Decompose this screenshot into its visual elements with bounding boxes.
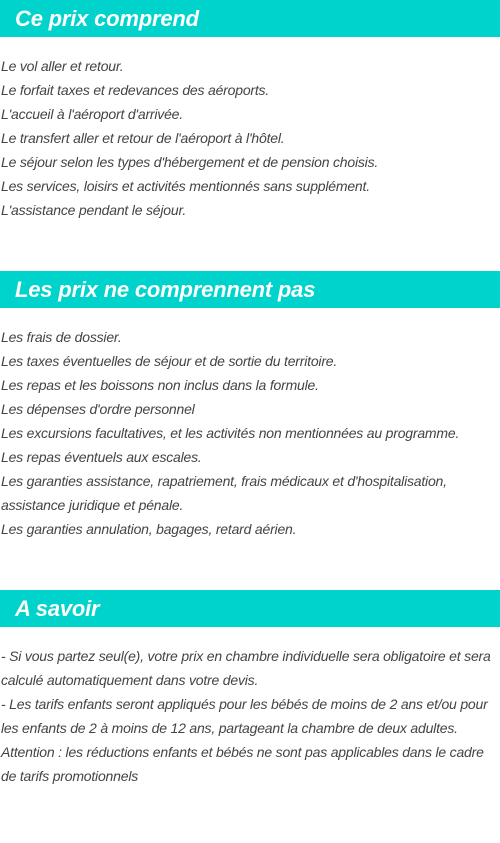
- included-list: [0, 54, 500, 222]
- list-item: Les frais de dossier.: [1, 329, 122, 345]
- section-header: [0, 0, 500, 37]
- list-item: Les garanties annulation, bagages, retard aérien.: [1, 521, 297, 537]
- section-title: Ce prix comprend: [15, 5, 199, 31]
- section-header: [0, 271, 500, 308]
- list-item: - Les tarifs enfants seront appliqués pour les bébés de moins de 2 ans et/ou pour les enfants de 2 à moins de 12 ans, partageant la chambre de deux adultes.: [1, 696, 488, 736]
- section-title: Les prix ne comprennent pas: [15, 276, 316, 302]
- list-item: - Si vous partez seul(e), votre prix en chambre individuelle sera obligatoire et sera calculé automatiquement dans votre devis.: [1, 648, 491, 688]
- section-header: [0, 590, 500, 627]
- list-item: L'assistance pendant le séjour.: [1, 202, 187, 218]
- section-price-excludes: [0, 271, 500, 541]
- list-item: Le vol aller et retour.: [1, 58, 124, 74]
- list-item: Les garanties assistance, rapatriement, frais médicaux et d'hospitalisation, assistance juridique et pénale.: [1, 473, 447, 513]
- excluded-list: [0, 325, 500, 541]
- info-list: [0, 644, 500, 788]
- section-good-to-know: [0, 590, 500, 788]
- list-item: Les repas et les boissons non inclus dans la formule.: [1, 377, 319, 393]
- section-title: A savoir: [15, 595, 100, 621]
- list-item: Les dépenses d'ordre personnel: [1, 401, 195, 417]
- list-item: Attention : les réductions enfants et bébés ne sont pas applicables dans le cadre de tarifs promotionnels: [1, 744, 484, 784]
- list-item: L'accueil à l'aéroport d'arrivée.: [1, 106, 183, 122]
- list-item: Le transfert aller et retour de l'aéroport à l'hôtel.: [1, 130, 285, 146]
- list-item: Le forfait taxes et redevances des aéroports.: [1, 82, 270, 98]
- list-item: Le séjour selon les types d'hébergement et de pension choisis.: [1, 154, 379, 170]
- section-price-includes: [0, 0, 500, 222]
- list-item: Les services, loisirs et activités mentionnés sans supplément.: [1, 178, 370, 194]
- list-item: Les excursions facultatives, et les activités non mentionnées au programme.: [1, 425, 460, 441]
- list-item: Les repas éventuels aux escales.: [1, 449, 202, 465]
- list-item: Les taxes éventuelles de séjour et de sortie du territoire.: [1, 353, 338, 369]
